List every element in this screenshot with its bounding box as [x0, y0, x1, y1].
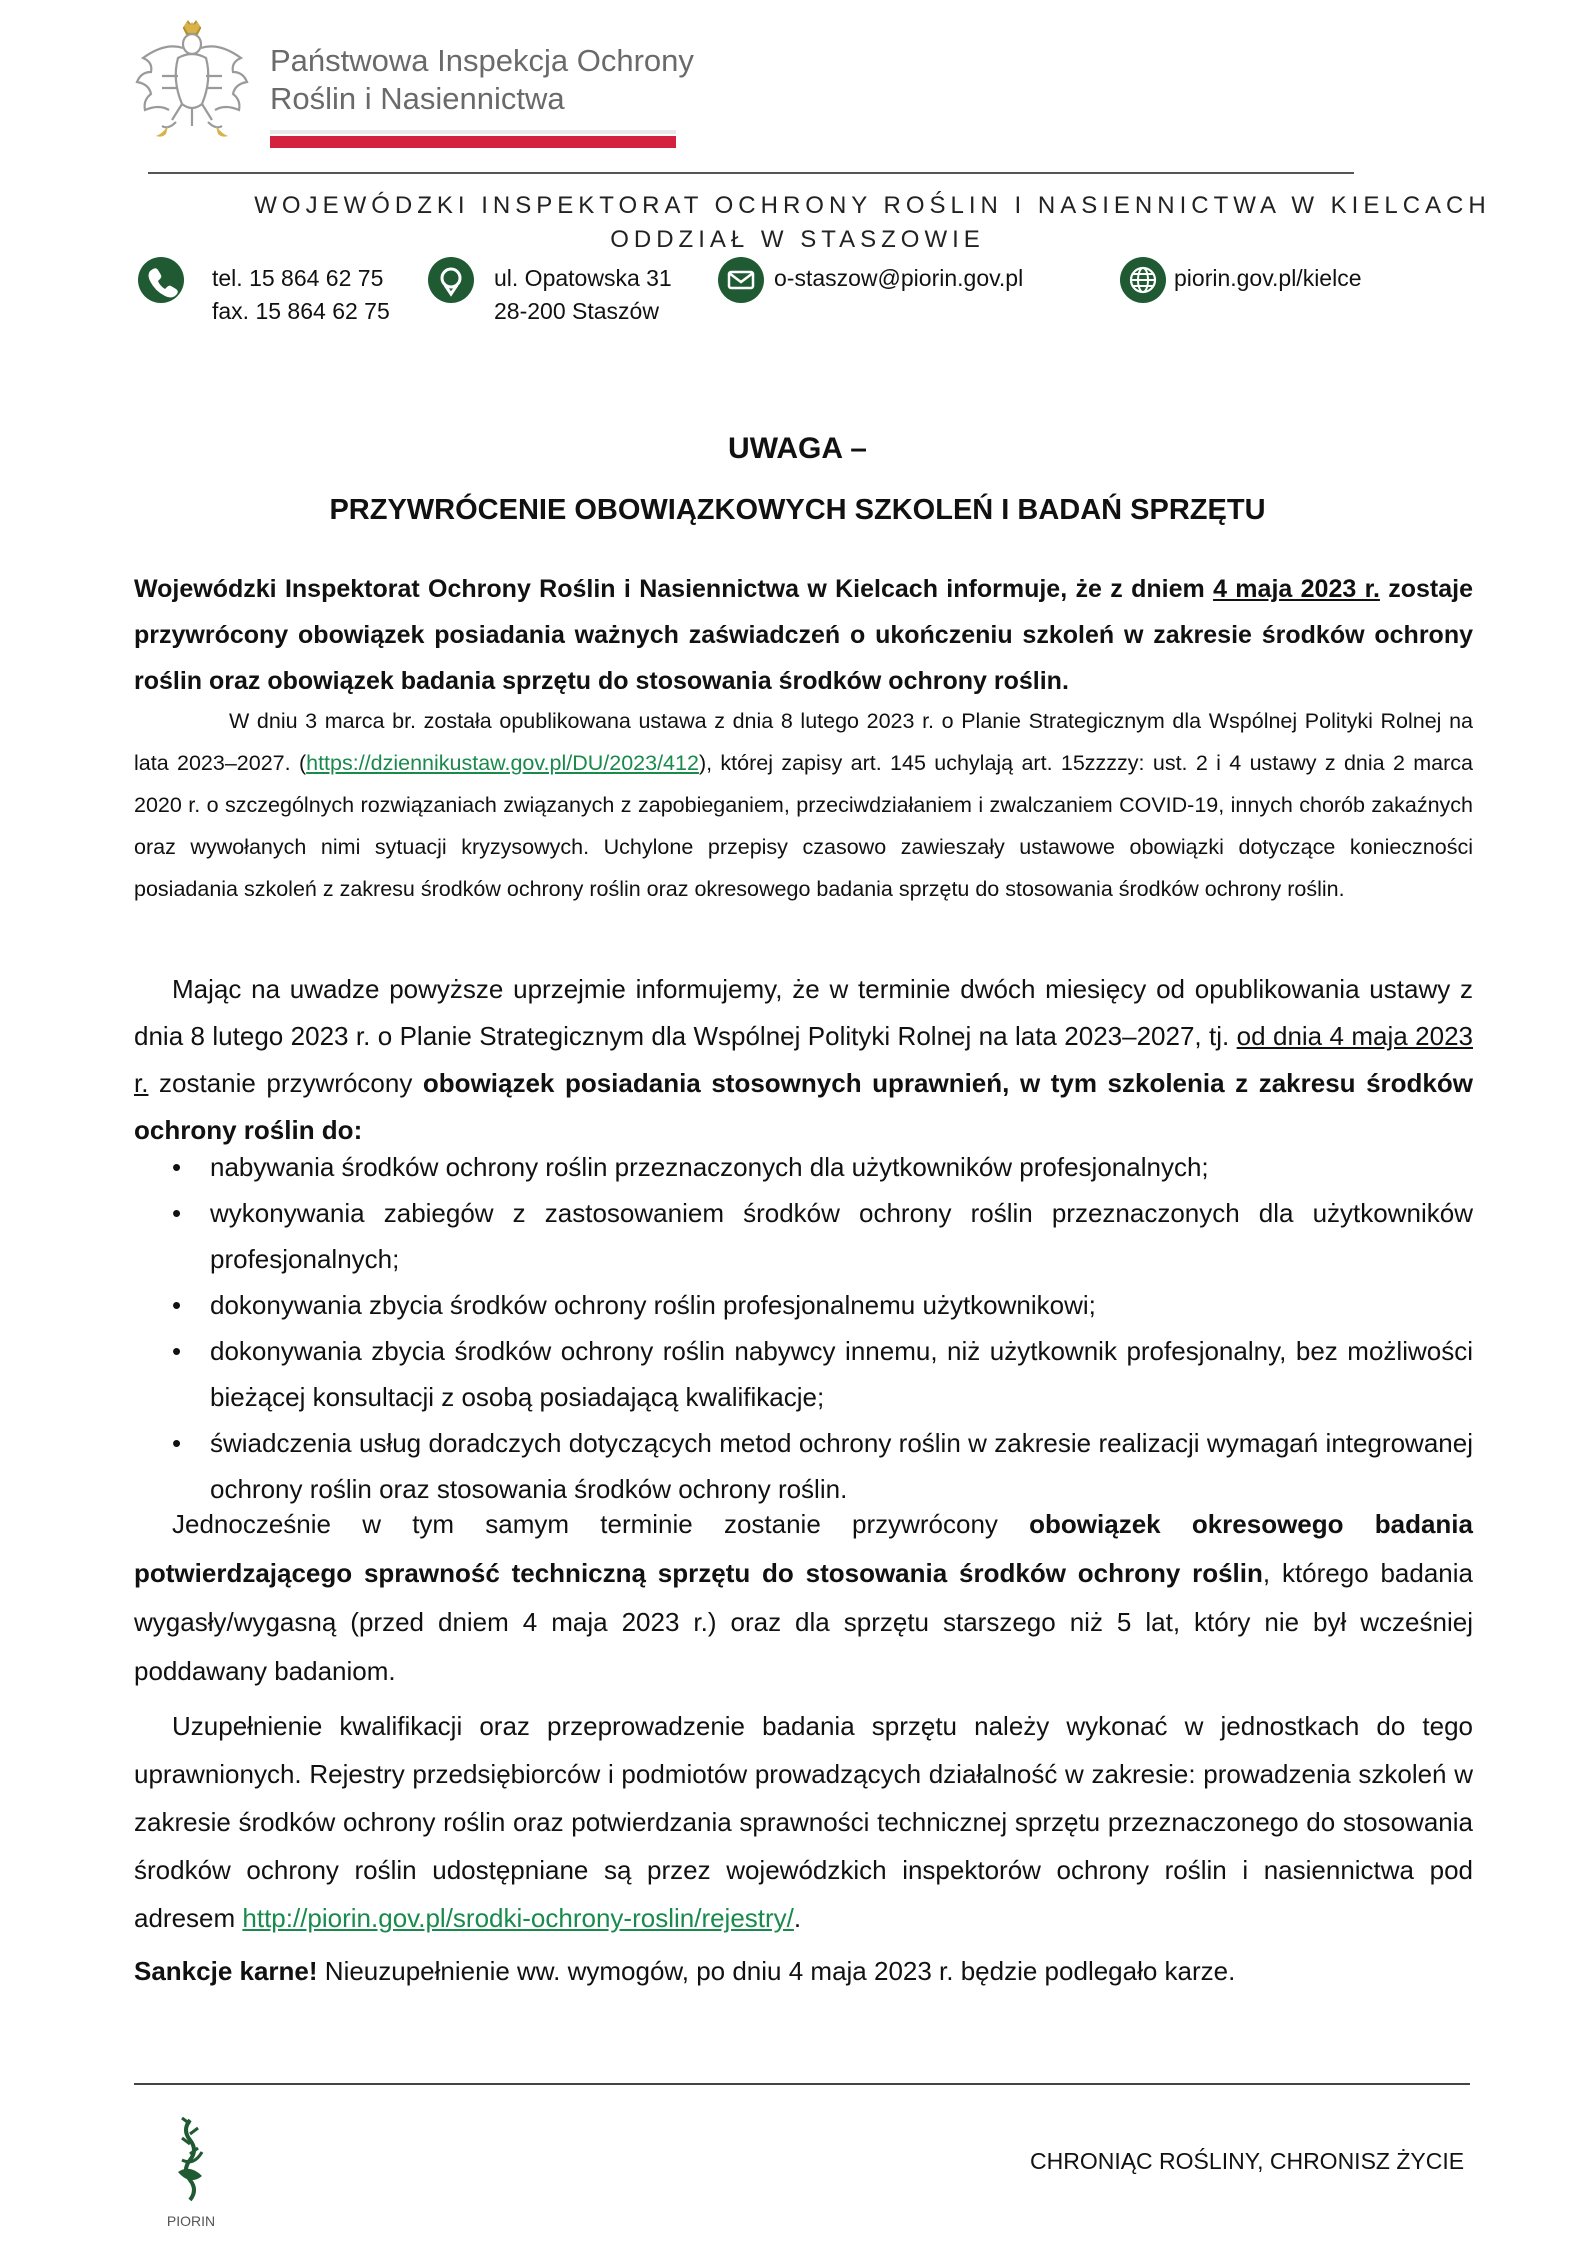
logo-title-line1: Państwowa Inspekcja Ochrony: [270, 43, 694, 78]
sanctions-note: [134, 1948, 1473, 1995]
logo-title: [270, 42, 694, 118]
bullet-icon: •: [172, 1290, 182, 1320]
para4-text-1: Uzupełnienie kwalifikacji oraz przeprowadzenie badania sprzętu należy wykonać w jednostkach do tego uprawnionych. Rejestry przedsiębiorców i podmiotów prowadzących działalność w zakresie: prowadzenia szkoleń w zakresie środków ochrony roślin oraz potwierdzania sprawności technicznej sprzętu przeznaczonego do stosowania środków ochrony roślin udostępniane są przez wojewódzkich inspektorów ochrony roślin i nasiennictwa pod adresem: [134, 1711, 1473, 1933]
website-contact[interactable]: piorin.gov.pl/kielce: [1174, 265, 1362, 291]
para3-text-1: Jednocześnie w tym samym terminie zostanie przywrócony: [172, 1509, 1030, 1539]
registers-link[interactable]: http://piorin.gov.pl/srodki-ochrony-roslin/rejestry/: [242, 1903, 794, 1933]
flag-white-stripe: [270, 130, 676, 134]
sanctions-label: Sankcje karne!: [134, 1956, 318, 1986]
list-item-text: świadczenia usług doradczych dotyczących metod ochrony roślin w zakresie realizacji wymagań integrowanej ochrony roślin oraz stosowania środków ochrony roślin.: [210, 1428, 1473, 1504]
list-item: [134, 1190, 1473, 1282]
lead-text-1: Wojewódzki Inspektorat Ochrony Roślin i Nasiennictwa w Kielcach informuje, że z dniem: [134, 575, 1214, 603]
list-item-text: dokonywania zbycia środków ochrony roślin nabywcy innemu, niż użytkownik profesjonalny, bez możliwości bieżącej konsultacji z osobą posiadającą kwalifikacje;: [210, 1336, 1473, 1412]
list-item: [134, 1144, 1473, 1190]
paragraph-obligation: [134, 966, 1473, 1154]
list-item-text: wykonywania zabiegów z zastosowaniem środków ochrony roślin przeznaczonych dla użytkowników profesjonalnych;: [210, 1198, 1473, 1274]
para2-date: od dnia 4 maja 2023 r.: [134, 1021, 1473, 1098]
paragraph-equipment: [134, 1500, 1473, 1696]
lead-date: 4 maja 2023 r.: [1213, 575, 1380, 603]
para3-bold: obowiązek okresowego badania potwierdzającego sprawność techniczną sprzętu do stosowania środków ochrony roślin: [134, 1509, 1473, 1588]
address-city: 28-200 Staszów: [494, 298, 659, 324]
fax-number: fax. 15 864 62 75: [212, 298, 390, 324]
email-contact[interactable]: o-staszow@piorin.gov.pl: [774, 265, 1024, 291]
para2-text-1: Mając na uwadze powyższe uprzejmie informujemy, że w terminie dwóch miesięcy od opublikowania ustawy z dnia 8 lutego 2023 r. o Planie Strategicznym dla Wspólnej Polityki Rolnej na lata 2023–2027, tj.: [134, 974, 1473, 1051]
location-pin-icon: [428, 257, 474, 303]
footer-divider: [134, 2083, 1470, 2085]
address-street: ul. Opatowska 31: [494, 265, 672, 291]
para4-text-2: .: [793, 1903, 802, 1933]
flag-red-stripe: [270, 136, 676, 148]
para2-text-2: zostanie przywrócony: [148, 1068, 423, 1098]
lead-paragraph: [134, 566, 1473, 704]
list-item-text: nabywania środków ochrony roślin przeznaczonych dla użytkowników profesjonalnych;: [210, 1152, 1209, 1182]
lead-text-2: zostaje przywrócony obowiązek posiadania ważnych zaświadczeń o ukończeniu szkoleń w zakresie środków ochrony roślin oraz obowiązek badania sprzętu do stosowania środków ochrony roślin.: [134, 575, 1474, 695]
paragraph-law-info: [134, 700, 1473, 910]
phone-number[interactable]: tel. 15 864 62 75: [212, 265, 384, 291]
logo-title-line2: Roślin i Nasiennictwa: [270, 81, 565, 116]
footer-motto: CHRONIĄC ROŚLINY, CHRONISZ ŻYCIE: [1030, 2148, 1465, 2174]
piorin-logo-text: PIORIN: [166, 2213, 216, 2229]
list-item: [134, 1328, 1473, 1420]
sanctions-text: Nieuzupełnienie ww. wymogów, po dniu 4 maja 2023 r. będzie podlegało karze.: [317, 1956, 1236, 1986]
list-item-text: dokonywania zbycia środków ochrony roślin profesjonalnemu użytkownikowi;: [210, 1290, 1096, 1320]
notice-title: PRZYWRÓCENIE OBOWIĄZKOWYCH SZKOLEŃ I BADAŃ SPRZĘTU: [329, 494, 1266, 526]
bullet-icon: •: [172, 1198, 182, 1228]
para2-bold: obowiązek posiadania stosownych uprawnień, w tym szkolenia z zakresu środków ochrony roślin do:: [134, 1068, 1473, 1145]
globe-icon: [1120, 257, 1166, 303]
bullet-icon: •: [172, 1336, 182, 1366]
office-branch: ODDZIAŁ W STASZOWIE: [610, 226, 985, 253]
eagle-emblem-icon: [132, 18, 252, 146]
address-contact: [494, 262, 672, 328]
notice-heading: UWAGA –: [728, 432, 867, 465]
office-name: WOJEWÓDZKI INSPEKTORAT OCHRONY ROŚLIN I NASIENNICTWA W KIELCACH: [254, 192, 1491, 219]
header-divider: [148, 172, 1354, 174]
bullet-icon: •: [172, 1152, 182, 1182]
para1-text-1: W dniu 3 marca br. została opublikowana ustawa z dnia 8 lutego 2023 r. o Planie Strategicznym dla Wspólnej Polityki Rolnej na lata 2023–2027. (: [134, 709, 1473, 775]
list-item: [134, 1420, 1473, 1512]
paragraph-registers: [134, 1702, 1473, 1942]
para1-text-2: ), której zapisy art. 145 uchylają art. 15zzzzy: ust. 2 i 4 ustawy z dnia 2 marca 2020 r. o szczególnych rozwiązaniach związanych z zapobieganiem, przeciwdziałaniem i zwalczaniem COVID-19, innych chorób zakaźnych oraz wywołanych nimi sytuacji kryzysowych. Uchylone przepisy czasowo zawieszały ustawowe obowiązki dotyczące konieczności posiadania szkoleń z zakresu środków ochrony roślin oraz okresowego badania sprzętu do stosowania środków ochrony roślin.: [134, 751, 1473, 901]
list-item: [134, 1282, 1473, 1328]
phone-icon: [138, 257, 184, 303]
flag-stripe: [270, 130, 676, 148]
obligation-list: [134, 1144, 1473, 1512]
envelope-icon: [718, 257, 764, 303]
para3-text-2: , którego badania wygasły/wygasną (przed dniem 4 maja 2023 r.) oraz dla sprzętu starszego niż 5 lat, który nie był wcześniej poddawany badaniom.: [134, 1558, 1474, 1686]
bullet-icon: •: [172, 1428, 182, 1458]
law-link[interactable]: https://dziennikustaw.gov.pl/DU/2023/412: [306, 751, 699, 775]
phone-contact: [212, 262, 390, 328]
piorin-logo-icon: [156, 2112, 226, 2232]
